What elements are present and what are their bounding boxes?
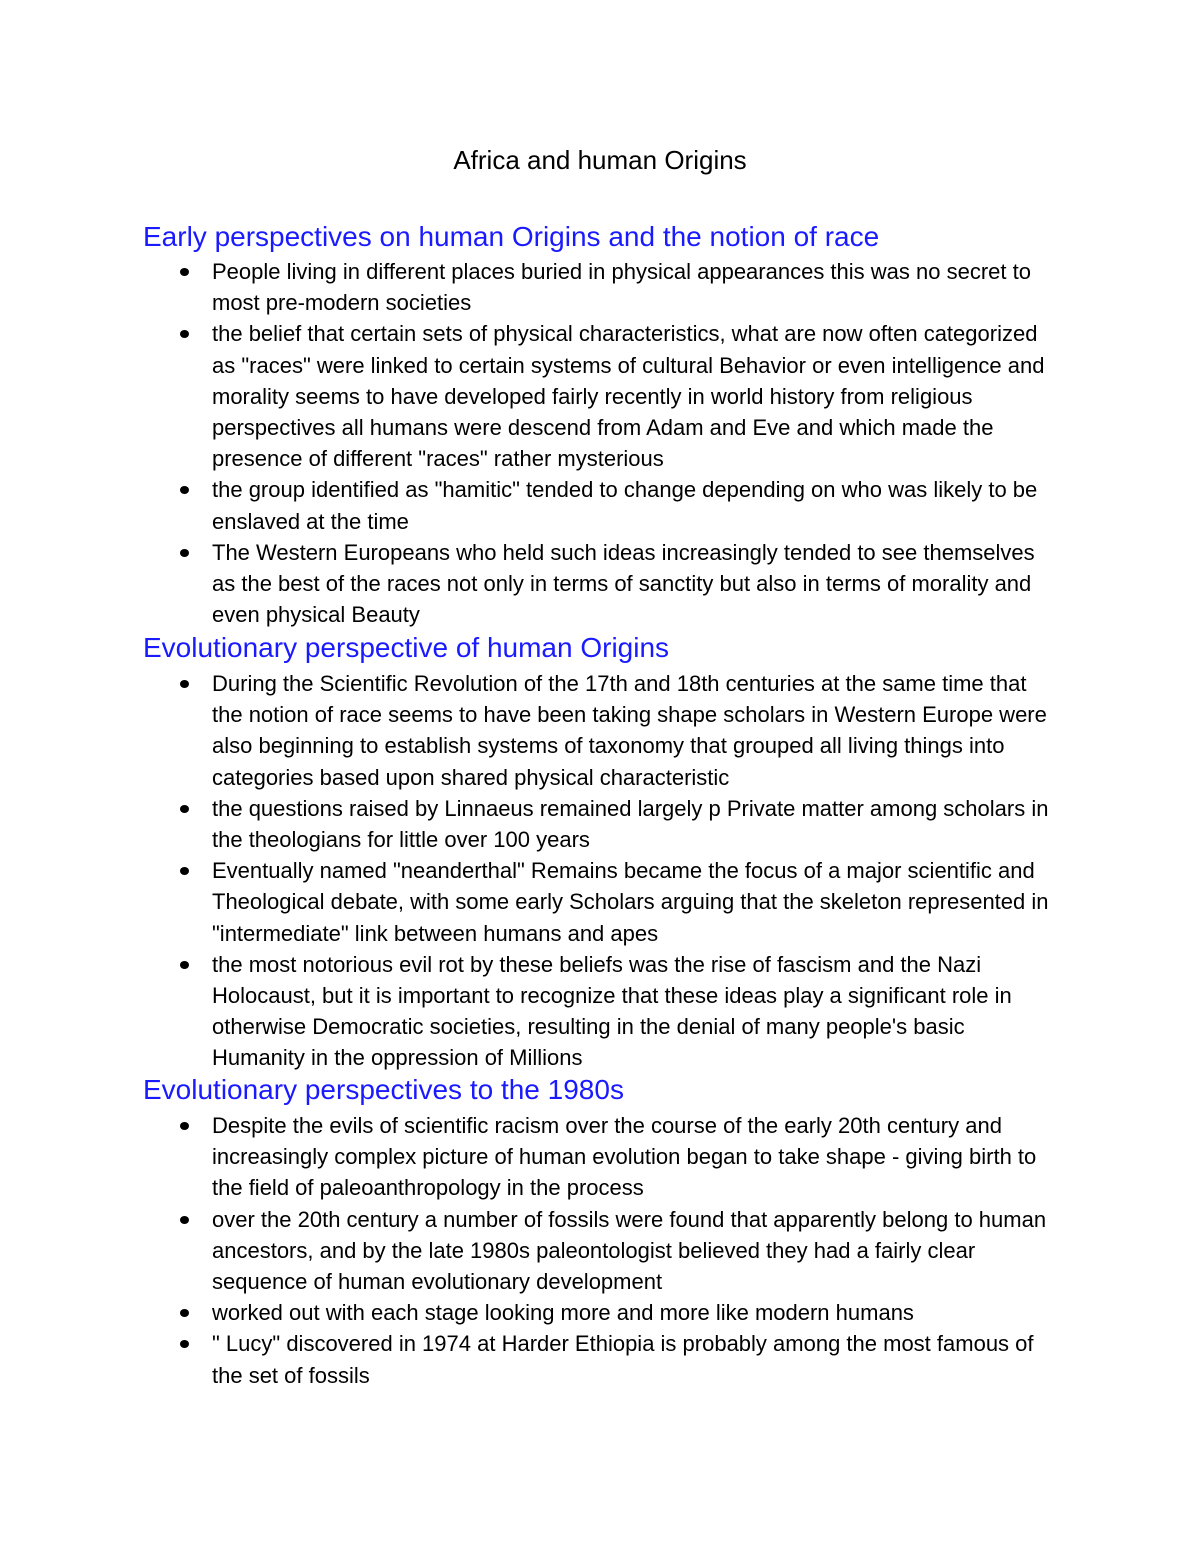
section-heading-evolutionary-1980s: Evolutionary perspectives to the 1980s [143, 1074, 624, 1105]
list-item [143, 1204, 1063, 1298]
list-item-text: the most notorious evil rot by these beliefs was the rise of fascism and the Nazi Holocaust, but it is important to recognize that these ideas play a significant role in otherwise Democratic societies, resulting in the denial of many people's basic Humanity in the oppression of Millions [212, 951, 1012, 1071]
list-item-text: Eventually named "neanderthal" Remains became the focus of a major scientific and Theological debate, with some early Scholars arguing that the skeleton represented in "intermediate" link between humans and apes [212, 858, 1049, 946]
bullet-dot-icon [180, 961, 189, 969]
list-item-text: People living in different places buried in physical appearances this was no secret to most pre-modern societies [212, 259, 1031, 316]
section-1-bullet-list [143, 256, 1063, 630]
list-item [143, 1297, 1063, 1328]
list-item-text: Despite the evils of scientific racism over the course of the early 20th century and increasingly complex picture of human evolution began to take shape - giving birth to the field of paleoanthropology in the process [212, 1113, 1037, 1201]
section-heading-early-perspectives: Early perspectives on human Origins and the notion of race [143, 221, 880, 252]
list-item-text: the group identified as "hamitic" tended to change depending on who was likely to be enslaved at the time [212, 477, 1038, 534]
list-item-text: the belief that certain sets of physical characteristics, what are now often categorized as "races" were linked to certain systems of cultural Behavior or even intelligence and morality seems to have developed fairly recently in world history from religious perspectives all humans were descend from Adam and Eve and which made the presence of different "races" rather mysterious [212, 321, 1045, 472]
list-item [143, 949, 1063, 1074]
list-item-text: The Western Europeans who held such ideas increasingly tended to see themselves as the best of the races not only in terms of sanctity but also in terms of morality and even physical Beauty [212, 539, 1035, 628]
list-item [143, 793, 1063, 855]
bullet-dot-icon [180, 1309, 189, 1317]
list-item [143, 1328, 1063, 1390]
bullet-dot-icon [180, 1216, 189, 1224]
list-item-text: the questions raised by Linnaeus remained largely p Private matter among scholars in the theologians for little over 100 years [212, 795, 1049, 853]
list-item-text: worked out with each stage looking more and more like modern humans [212, 1300, 914, 1326]
bullet-dot-icon [180, 486, 189, 494]
list-item [143, 256, 1063, 318]
list-item-text: During the Scientific Revolution of the 17th and 18th centuries at the same time that the notion of race seems to have been taking shape scholars in Western Europe were also beginning to establish systems of taxonomy that grouped all living things into categories based upon shared physical characteristic [212, 671, 1047, 790]
bullet-dot-icon [180, 680, 189, 688]
section-2-bullet-list [143, 668, 1063, 1074]
list-item-text: " Lucy" discovered in 1974 at Harder Ethiopia is probably among the most famous of the set of fossils [212, 1331, 1034, 1388]
bullet-dot-icon [180, 1340, 189, 1348]
bullet-dot-icon [180, 330, 189, 338]
list-item [143, 1110, 1063, 1204]
section-3-bullet-list [143, 1110, 1063, 1391]
bullet-dot-icon [180, 1122, 189, 1130]
bullet-dot-icon [180, 867, 189, 875]
list-item [143, 668, 1063, 793]
list-item [143, 474, 1063, 536]
bullet-dot-icon [180, 549, 189, 557]
list-item [143, 855, 1063, 949]
document-title: Africa and human Origins [453, 145, 747, 175]
bullet-dot-icon [180, 268, 189, 276]
bullet-dot-icon [180, 805, 189, 813]
list-item [143, 318, 1063, 474]
section-heading-evolutionary-perspective: Evolutionary perspective of human Origins [143, 632, 670, 663]
list-item-text: over the 20th century a number of fossils were found that apparently belong to human ancestors, and by the late 1980s paleontologist believed they had a fairly clear sequence of human evolutionary development [212, 1206, 1047, 1295]
list-item [143, 537, 1063, 631]
